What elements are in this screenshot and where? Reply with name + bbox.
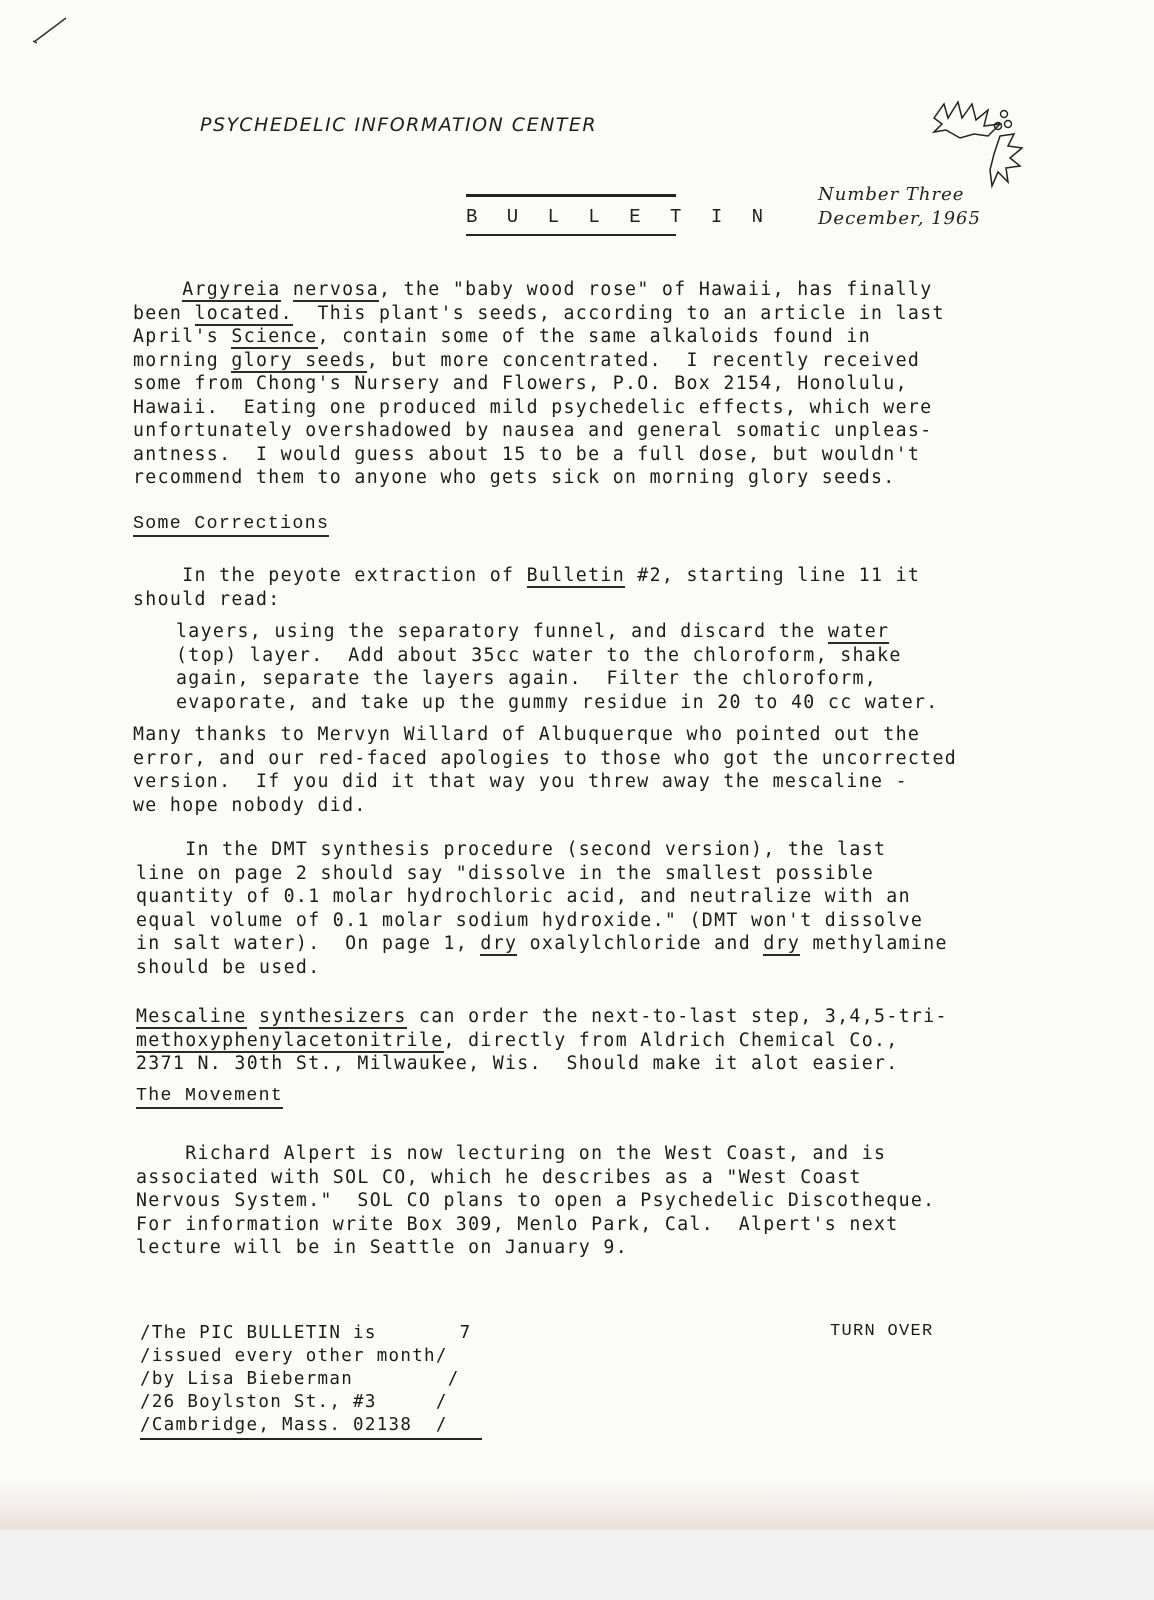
peyote-correction-quote: layers, using the separatory funnel, and discard the water (top) layer. Add about 35cc water to the chloroform, shake again, separate the layers again. Filter the chloroform, evaporate, and take up the gummy residue in 20 to 40 cc water. xyxy=(176,621,939,713)
peyote-correction-intro: In the peyote extraction of Bulletin #2, starting line 11 it should read: xyxy=(133,565,921,610)
pencil-tick-mark xyxy=(30,14,70,46)
section-heading-corrections: Some Corrections xyxy=(133,514,329,537)
bulletin-title: B U L L E T I N xyxy=(466,206,773,228)
alpert-paragraph: Richard Alpert is now lecturing on the West Coast, and is associated with SOL CO, which he describes as a "West Coast Nervous System." SOL CO plans to open a Psychedelic Discotheque. For information write Box 309, Menlo Park, Cal. Alpert's next lecture will be in Seattle on January 9. xyxy=(136,1143,936,1258)
section-heading-movement: The Movement xyxy=(136,1086,283,1109)
colophon-box: /The PIC BULLETIN is 7 /issued every other month/ /by Lisa Bieberman / /26 Boylston St., #3 / /Cambridge, Mass. 02138 / xyxy=(140,1323,472,1435)
paper-stain xyxy=(0,1480,1154,1530)
issue-number: Number Three xyxy=(818,184,965,205)
title-underline xyxy=(466,234,676,236)
issue-date: December, 1965 xyxy=(818,208,981,229)
turn-over-note: TURN OVER xyxy=(830,1322,934,1341)
dmt-correction-paragraph: In the DMT synthesis procedure (second version), the last line on page 2 should say "dissolve in the smallest possible quantity of 0.1 molar hydrochloric acid, and neutralize with an equal volume of 0.1 molar sodium hydroxide." (DMT won't dissolve in salt water). On page 1, dry oxalylchloride and dry methylamine should be used. xyxy=(136,839,948,978)
colophon-underline xyxy=(140,1438,482,1440)
title-overline xyxy=(466,194,676,197)
thanks-paragraph: Many thanks to Mervyn Willard of Albuquerque who pointed out the error, and our red-faced apologies to those who got the uncorrected version. If you did it that way you threw away the mescaline - we hope nobody did. xyxy=(133,724,958,816)
organization-title: PSYCHEDELIC INFORMATION CENTER xyxy=(200,114,598,136)
mescaline-paragraph: Mescaline synthesizers can order the next-to-last step, 3,4,5-tri- methoxyphenylacetonitrile, directly from Aldrich Chemical Co., 2371 N. 30th St., Milwaukee, Wis. Should make it alot easier. xyxy=(136,1006,948,1074)
argyreia-paragraph: Argyreia nervosa, the "baby wood rose" of Hawaii, has finally been located. This plant's seeds, according to an article in last April's Science, contain some of the same alkaloids found in morning glory seeds, but more concentrated. I recently received some from Chong's Nursery and Flowers, P.O. Box 2154, Honolulu, Hawaii. Eating one produced mild psychedelic effects, which were unfortunately overshadowed by nausea and general somatic unpleas- antness. I would guess about 15 to be a full dose, but wouldn't recommend them to anyone who gets sick on morning glory seeds. xyxy=(133,279,945,488)
